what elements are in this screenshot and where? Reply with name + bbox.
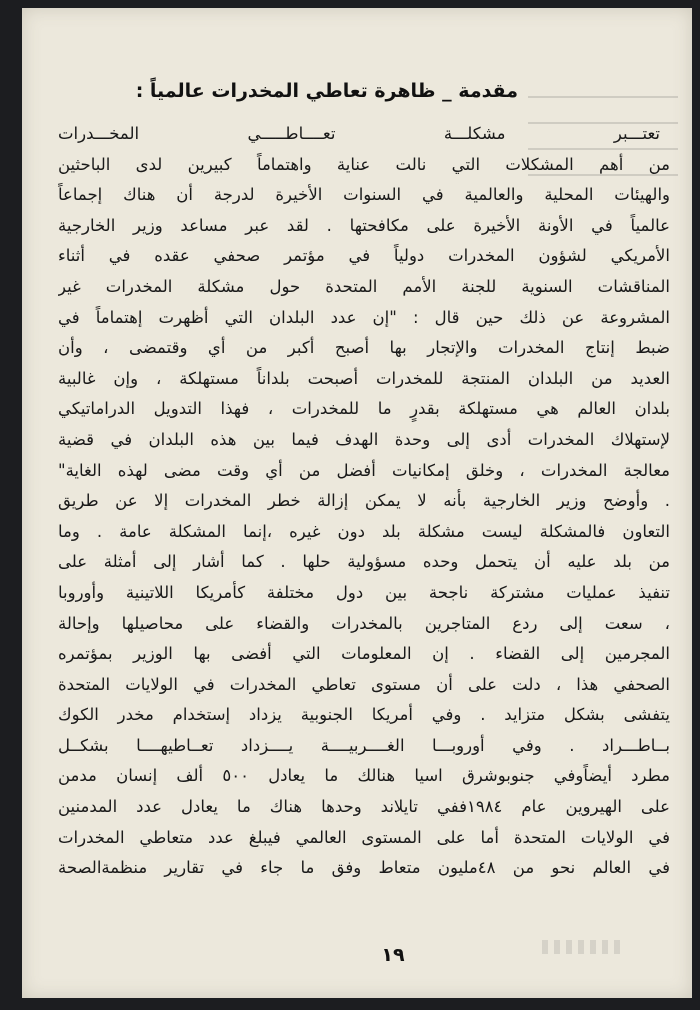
text-line: التعاون فالمشكلة ليست مشكلة بلد دون غيره ،إنما المشكلة عامة . وما xyxy=(58,521,670,541)
page-number: ١٩ xyxy=(381,944,405,966)
text-line: المجرمين إلى القضاء . إن المعلومات التي أفضى بها الوزير بمؤتمره xyxy=(58,644,670,664)
text-line: عالمياً في الأونة الأخيرة على مكافحتها . لقد عبر مساعد وزير الخارجية xyxy=(58,215,670,235)
text-line: معالجة المخدرات ، وخلق إمكانيات أفضل من أي وقت مضى لهذه الغاية" xyxy=(58,460,670,480)
text-line: بلدان العالم هي مستهلكة بقدرٍ ما للمخدرات ، فهذا التدويل الدراماتيكي xyxy=(58,399,670,419)
text-line: . وأوضح وزير الخارجية بأنه لا يمكن إزالة خطر المخدرات إلا عن طريق xyxy=(58,491,670,511)
text-line: العديد من البلدان المنتجة للمخدرات أصبحت بلداناً مستهلكة ، وإن غالبية xyxy=(58,368,670,388)
text-line: ، سعت إلى ردع المتاجرين بالمخدرات والقضاء على محاصيلها وإحالة xyxy=(58,613,670,633)
text-line: تعتـــبر مشكلـــة تعــــاطـــــي المخـــدرات xyxy=(58,124,660,143)
text-line: بــاطـــراد . وفي أوروبـــا الغــــربيــــة يــــزداد تعــاطيهــــا بشكــل xyxy=(58,735,670,755)
text-line: والهيئات المحلية والعالمية في السنوات الأخيرة لدرجة أن هناك إجماعاً xyxy=(58,185,670,205)
text-line: من أهم المشكلات التي نالت عناية واهتماماً كبيرين لدى الباحثين xyxy=(58,154,670,174)
text-line: في الولايات المتحدة أما على المستوى العالمي فيبلغ عدد متعاطي المخدرات xyxy=(58,827,670,847)
text-line: الصحفي هذا ، دلت على أن مستوى تعاطي المخدرات في الولايات المتحدة xyxy=(58,674,670,694)
text-line: المناقشات السنوية للجنة الأمم المتحدة حول مشكلة المخدرات غير xyxy=(58,276,670,296)
text-line: يتفشى بشكل متزايد . وفي أمريكا الجنوبية يزداد إستخدام مخدر الكوك xyxy=(58,705,670,725)
text-line: في العالم نحو من ٤٨مليون متعاط وفق ما جاء في تقارير منظمةالصحة xyxy=(58,858,670,878)
text-line: ضبط إنتاج المخدرات والإتجار بها أصبح أكبر من أي وقتمضى ، وأن xyxy=(58,338,670,358)
text-line: على الهيروين عام ١٩٨٤ففي تايلاند وحدها هناك ما يعادل عدد المدمنين xyxy=(58,797,670,817)
text-line: الأمريكي لشؤون المخدرات دولياً في مؤتمر صحفي عقده في أثناء xyxy=(58,246,670,266)
bleed-through-marks-bottom xyxy=(542,940,622,954)
text-line: المشروعة عن ذلك حين قال : "إن عدد البلدان التي أظهرت إهتماماً في xyxy=(58,307,670,327)
text-line: مطرد أيضاًوفي جنوبوشرق اسيا هنالك ما يعادل ٥٠٠ ألف إنسان مدمن xyxy=(58,766,670,786)
body-text xyxy=(58,119,670,884)
text-line: تنفيذ عمليات مشتركة ناجحة بين دول مختلفة كأمريكا اللاتينية وأوروبا xyxy=(58,582,670,602)
text-line: لإستهلاك المخدرات أدى إلى وحدة الهدف فيما بين هذه البلدان في قضية xyxy=(58,429,670,449)
page-title: مقدمة _ ظاهرة تعاطي المخدرات عالمياً : xyxy=(135,80,518,102)
text-line: من بلد عليه أن يتحمل وحده مسؤولية حلها . كما أشار إلى أمثلة على xyxy=(58,552,670,572)
